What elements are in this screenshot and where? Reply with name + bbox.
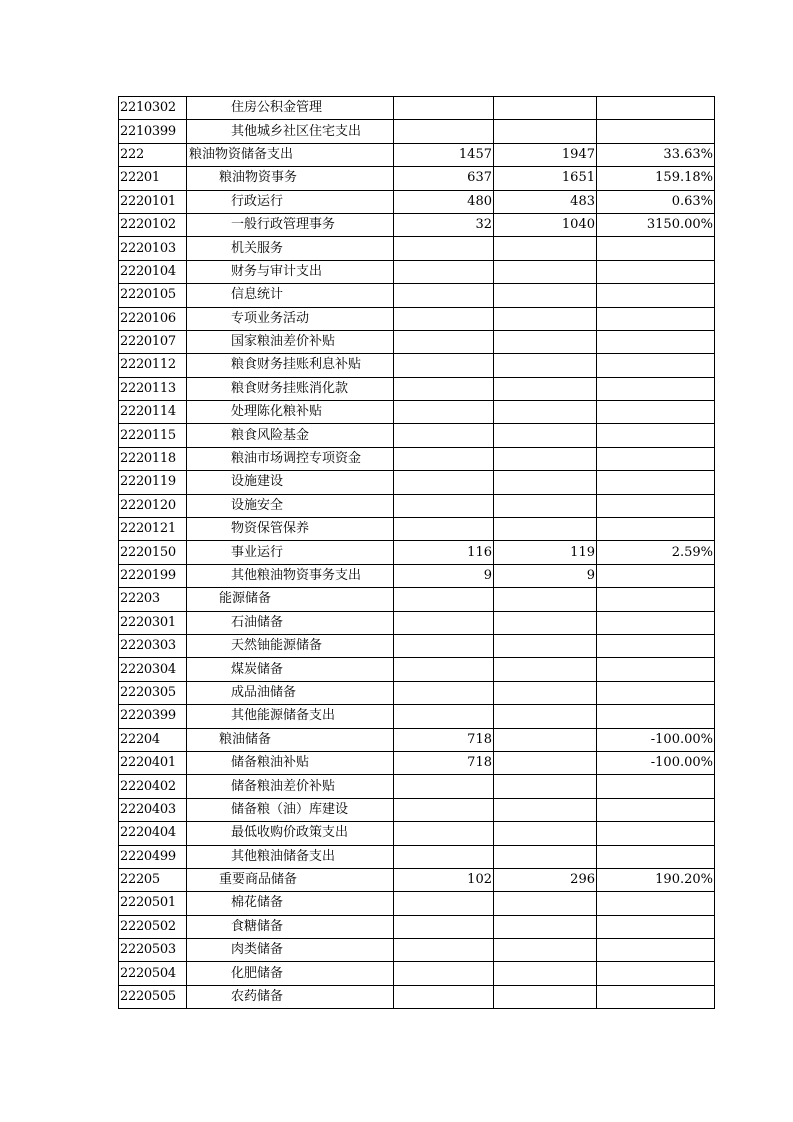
- cell-code: 2220118: [119, 447, 187, 470]
- cell-code: 2220402: [119, 775, 187, 798]
- cell-change-percent: 2.59%: [597, 541, 715, 564]
- cell-change-percent: -100.00%: [597, 751, 715, 774]
- cell-value-1: [394, 401, 494, 424]
- table-row: [119, 892, 715, 915]
- cell-change-percent: [597, 985, 715, 1008]
- table-row: [119, 494, 715, 517]
- cell-code: 2220106: [119, 307, 187, 330]
- cell-value-1: [394, 822, 494, 845]
- cell-change-percent: [597, 401, 715, 424]
- cell-value-1: [394, 892, 494, 915]
- cell-value-1: [394, 424, 494, 447]
- cell-value-1: 1457: [394, 143, 494, 166]
- table-row: [119, 985, 715, 1008]
- table-row: [119, 681, 715, 704]
- cell-item-name: 粮油储备: [187, 728, 394, 751]
- cell-item-name: 行政运行: [187, 190, 394, 213]
- cell-value-2: [494, 424, 597, 447]
- table-row: [119, 705, 715, 728]
- cell-item-name: 棉花储备: [187, 892, 394, 915]
- cell-value-1: [394, 939, 494, 962]
- cell-change-percent: [597, 424, 715, 447]
- table-row: [119, 845, 715, 868]
- cell-value-1: [394, 775, 494, 798]
- cell-item-name: 储备粮油差价补贴: [187, 775, 394, 798]
- budget-table-body: [119, 97, 715, 1009]
- cell-code: 2220102: [119, 213, 187, 236]
- cell-value-1: 718: [394, 728, 494, 751]
- cell-change-percent: [597, 260, 715, 283]
- cell-change-percent: [597, 284, 715, 307]
- cell-value-2: 1040: [494, 213, 597, 236]
- cell-value-2: [494, 962, 597, 985]
- cell-code: 2220103: [119, 237, 187, 260]
- cell-code: 2220304: [119, 658, 187, 681]
- cell-item-name: 物资保管保养: [187, 518, 394, 541]
- cell-value-2: 9: [494, 564, 597, 587]
- cell-code: 22204: [119, 728, 187, 751]
- cell-value-2: [494, 97, 597, 120]
- cell-change-percent: 33.63%: [597, 143, 715, 166]
- cell-change-percent: [597, 705, 715, 728]
- cell-value-2: [494, 377, 597, 400]
- cell-item-name: 储备粮（油）库建设: [187, 798, 394, 821]
- cell-value-2: [494, 284, 597, 307]
- cell-value-2: 296: [494, 868, 597, 891]
- cell-change-percent: [597, 822, 715, 845]
- budget-table: [118, 96, 715, 1009]
- table-row: [119, 588, 715, 611]
- cell-code: 2220119: [119, 471, 187, 494]
- table-row: [119, 962, 715, 985]
- cell-change-percent: [597, 939, 715, 962]
- table-row: [119, 424, 715, 447]
- cell-value-1: [394, 845, 494, 868]
- cell-change-percent: 190.20%: [597, 868, 715, 891]
- cell-item-name: 肉类储备: [187, 939, 394, 962]
- cell-code: 2220501: [119, 892, 187, 915]
- cell-change-percent: 159.18%: [597, 167, 715, 190]
- cell-code: 2210399: [119, 120, 187, 143]
- cell-item-name: 设施建设: [187, 471, 394, 494]
- table-row: [119, 634, 715, 657]
- table-row: [119, 658, 715, 681]
- cell-code: 22205: [119, 868, 187, 891]
- cell-value-2: [494, 775, 597, 798]
- cell-change-percent: [597, 634, 715, 657]
- cell-change-percent: [597, 611, 715, 634]
- cell-code: 22201: [119, 167, 187, 190]
- cell-change-percent: [597, 681, 715, 704]
- cell-item-name: 事业运行: [187, 541, 394, 564]
- cell-change-percent: 3150.00%: [597, 213, 715, 236]
- cell-value-2: [494, 401, 597, 424]
- cell-code: 2220115: [119, 424, 187, 447]
- cell-value-1: [394, 447, 494, 470]
- cell-change-percent: [597, 588, 715, 611]
- cell-value-1: 32: [394, 213, 494, 236]
- cell-code: 2210302: [119, 97, 187, 120]
- cell-item-name: 成品油储备: [187, 681, 394, 704]
- cell-value-2: [494, 681, 597, 704]
- cell-code: 2220504: [119, 962, 187, 985]
- cell-change-percent: [597, 237, 715, 260]
- cell-value-1: [394, 798, 494, 821]
- cell-item-name: 住房公积金管理: [187, 97, 394, 120]
- cell-change-percent: [597, 518, 715, 541]
- cell-value-1: 637: [394, 167, 494, 190]
- cell-code: 2220114: [119, 401, 187, 424]
- cell-code: 2220199: [119, 564, 187, 587]
- table-row: [119, 213, 715, 236]
- cell-code: 2220121: [119, 518, 187, 541]
- table-row: [119, 939, 715, 962]
- cell-value-2: [494, 307, 597, 330]
- cell-item-name: 其他城乡社区住宅支出: [187, 120, 394, 143]
- cell-value-2: [494, 518, 597, 541]
- cell-item-name: 信息统计: [187, 284, 394, 307]
- cell-value-2: [494, 845, 597, 868]
- cell-item-name: 重要商品储备: [187, 868, 394, 891]
- cell-item-name: 专项业务活动: [187, 307, 394, 330]
- cell-change-percent: [597, 354, 715, 377]
- cell-value-1: [394, 97, 494, 120]
- cell-code: 2220401: [119, 751, 187, 774]
- cell-value-1: [394, 260, 494, 283]
- cell-change-percent: [597, 447, 715, 470]
- cell-change-percent: [597, 97, 715, 120]
- cell-value-1: [394, 284, 494, 307]
- cell-value-1: [394, 658, 494, 681]
- cell-change-percent: [597, 330, 715, 353]
- cell-change-percent: [597, 120, 715, 143]
- cell-change-percent: [597, 798, 715, 821]
- table-row: [119, 564, 715, 587]
- table-row: [119, 541, 715, 564]
- cell-item-name: 能源储备: [187, 588, 394, 611]
- cell-value-1: [394, 634, 494, 657]
- table-row: [119, 798, 715, 821]
- cell-change-percent: [597, 564, 715, 587]
- cell-code: 2220399: [119, 705, 187, 728]
- table-row: [119, 471, 715, 494]
- cell-item-name: 处理陈化粮补贴: [187, 401, 394, 424]
- cell-item-name: 其他粮油储备支出: [187, 845, 394, 868]
- cell-value-2: [494, 751, 597, 774]
- cell-code: 2220404: [119, 822, 187, 845]
- cell-item-name: 天然铀能源储备: [187, 634, 394, 657]
- cell-code: 2220499: [119, 845, 187, 868]
- table-row: [119, 330, 715, 353]
- cell-value-2: [494, 447, 597, 470]
- cell-code: 2220303: [119, 634, 187, 657]
- cell-change-percent: [597, 494, 715, 517]
- cell-change-percent: [597, 962, 715, 985]
- cell-item-name: 煤炭储备: [187, 658, 394, 681]
- table-row: [119, 518, 715, 541]
- cell-value-2: [494, 705, 597, 728]
- cell-code: 2220113: [119, 377, 187, 400]
- cell-value-1: 102: [394, 868, 494, 891]
- cell-item-name: 其他能源储备支出: [187, 705, 394, 728]
- cell-item-name: 化肥储备: [187, 962, 394, 985]
- cell-code: 2220104: [119, 260, 187, 283]
- cell-value-1: [394, 307, 494, 330]
- table-row: [119, 868, 715, 891]
- cell-change-percent: [597, 377, 715, 400]
- cell-value-1: [394, 330, 494, 353]
- cell-value-2: [494, 260, 597, 283]
- table-row: [119, 97, 715, 120]
- cell-value-1: [394, 985, 494, 1008]
- cell-code: 2220305: [119, 681, 187, 704]
- table-row: [119, 354, 715, 377]
- table-row: [119, 775, 715, 798]
- cell-change-percent: [597, 775, 715, 798]
- cell-value-1: [394, 962, 494, 985]
- cell-value-2: [494, 471, 597, 494]
- table-row: [119, 447, 715, 470]
- cell-value-2: [494, 985, 597, 1008]
- cell-code: 2220112: [119, 354, 187, 377]
- cell-code: 222: [119, 143, 187, 166]
- cell-value-2: [494, 494, 597, 517]
- table-row: [119, 260, 715, 283]
- table-row: [119, 167, 715, 190]
- cell-value-2: [494, 330, 597, 353]
- cell-value-1: [394, 377, 494, 400]
- cell-value-2: 1947: [494, 143, 597, 166]
- cell-item-name: 粮食财务挂账利息补贴: [187, 354, 394, 377]
- cell-item-name: 粮油市场调控专项资金: [187, 447, 394, 470]
- cell-value-2: [494, 939, 597, 962]
- cell-item-name: 石油储备: [187, 611, 394, 634]
- table-row: [119, 822, 715, 845]
- table-row: [119, 611, 715, 634]
- cell-value-1: 9: [394, 564, 494, 587]
- cell-code: 2220505: [119, 985, 187, 1008]
- cell-value-2: [494, 237, 597, 260]
- cell-code: 2220403: [119, 798, 187, 821]
- cell-code: 2220503: [119, 939, 187, 962]
- cell-item-name: 农药储备: [187, 985, 394, 1008]
- cell-value-2: 483: [494, 190, 597, 213]
- cell-value-2: [494, 728, 597, 751]
- cell-code: 2220120: [119, 494, 187, 517]
- cell-change-percent: 0.63%: [597, 190, 715, 213]
- cell-item-name: 食糖储备: [187, 915, 394, 938]
- table-row: [119, 307, 715, 330]
- cell-value-1: [394, 354, 494, 377]
- cell-value-1: [394, 705, 494, 728]
- table-row: [119, 915, 715, 938]
- cell-item-name: 粮油物资事务: [187, 167, 394, 190]
- cell-change-percent: [597, 892, 715, 915]
- table-row: [119, 237, 715, 260]
- cell-value-2: 1651: [494, 167, 597, 190]
- cell-value-1: [394, 588, 494, 611]
- cell-code: 2220502: [119, 915, 187, 938]
- table-row: [119, 284, 715, 307]
- cell-item-name: 一般行政管理事务: [187, 213, 394, 236]
- cell-item-name: 财务与审计支出: [187, 260, 394, 283]
- cell-change-percent: [597, 471, 715, 494]
- cell-value-2: [494, 354, 597, 377]
- cell-change-percent: [597, 307, 715, 330]
- cell-item-name: 机关服务: [187, 237, 394, 260]
- table-row: [119, 120, 715, 143]
- cell-value-2: [494, 892, 597, 915]
- cell-item-name: 粮食财务挂账消化款: [187, 377, 394, 400]
- cell-value-2: [494, 120, 597, 143]
- cell-item-name: 设施安全: [187, 494, 394, 517]
- cell-value-1: [394, 611, 494, 634]
- cell-value-2: [494, 588, 597, 611]
- cell-value-1: [394, 681, 494, 704]
- cell-code: 2220301: [119, 611, 187, 634]
- cell-code: 2220150: [119, 541, 187, 564]
- cell-value-2: [494, 611, 597, 634]
- cell-item-name: 最低收购价政策支出: [187, 822, 394, 845]
- cell-change-percent: [597, 658, 715, 681]
- table-row: [119, 143, 715, 166]
- cell-change-percent: [597, 845, 715, 868]
- cell-value-1: 718: [394, 751, 494, 774]
- cell-value-2: 119: [494, 541, 597, 564]
- cell-value-1: [394, 518, 494, 541]
- table-row: [119, 377, 715, 400]
- cell-code: 2220107: [119, 330, 187, 353]
- cell-value-1: [394, 494, 494, 517]
- cell-code: 2220105: [119, 284, 187, 307]
- cell-value-1: [394, 915, 494, 938]
- cell-code: 2220101: [119, 190, 187, 213]
- table-row: [119, 728, 715, 751]
- table-row: [119, 190, 715, 213]
- cell-value-1: [394, 120, 494, 143]
- cell-value-2: [494, 822, 597, 845]
- cell-value-2: [494, 798, 597, 821]
- table-row: [119, 401, 715, 424]
- cell-value-1: [394, 237, 494, 260]
- cell-value-1: [394, 471, 494, 494]
- cell-item-name: 粮食风险基金: [187, 424, 394, 447]
- cell-item-name: 国家粮油差价补贴: [187, 330, 394, 353]
- cell-item-name: 其他粮油物资事务支出: [187, 564, 394, 587]
- cell-code: 22203: [119, 588, 187, 611]
- cell-change-percent: [597, 915, 715, 938]
- cell-value-1: 116: [394, 541, 494, 564]
- table-row: [119, 751, 715, 774]
- cell-item-name: 粮油物资储备支出: [187, 143, 394, 166]
- cell-change-percent: -100.00%: [597, 728, 715, 751]
- cell-item-name: 储备粮油补贴: [187, 751, 394, 774]
- cell-value-1: 480: [394, 190, 494, 213]
- cell-value-2: [494, 658, 597, 681]
- cell-value-2: [494, 915, 597, 938]
- cell-value-2: [494, 634, 597, 657]
